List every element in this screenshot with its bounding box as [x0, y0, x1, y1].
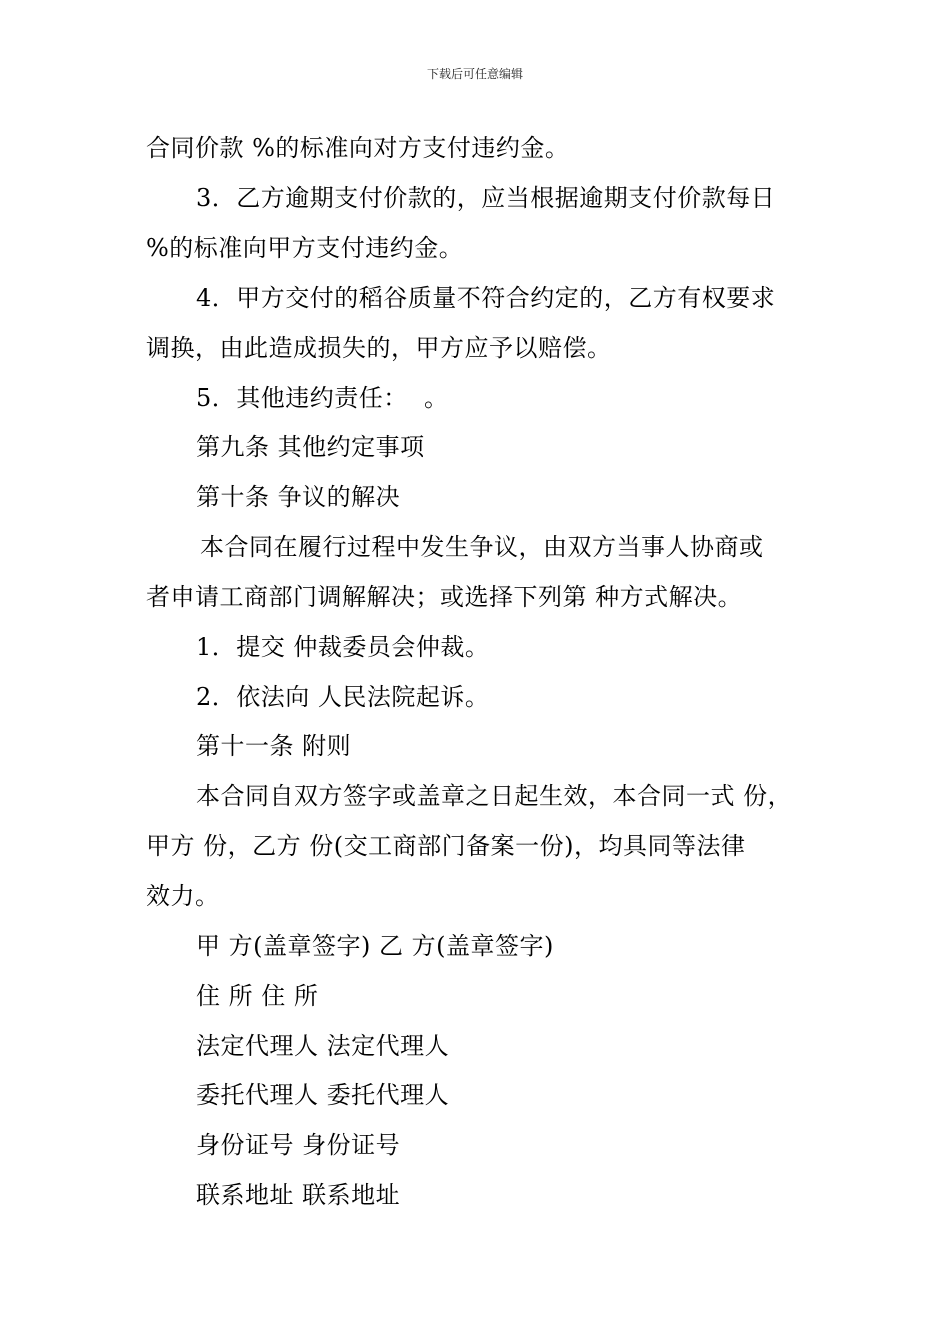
- text-line: 3．乙方逾期支付价款的，应当根据逾期支付价款每日: [196, 184, 776, 212]
- text-line: 效力。: [146, 882, 220, 910]
- text-line: 调换，由此造成损失的，甲方应予以赔偿。: [146, 334, 612, 362]
- text-line: 甲方 份，乙方 份(交工商部门备案一份)，均具同等法律: [146, 832, 746, 860]
- signature-line: 委托代理人 委托代理人: [196, 1081, 450, 1109]
- section-heading: 第十一条 附则: [196, 732, 352, 760]
- section-heading: 第十条 争议的解决: [196, 483, 401, 511]
- text-line: 2．依法向 人民法院起诉。: [196, 683, 490, 711]
- text-line: 5．其他违约责任： 。: [196, 384, 449, 412]
- signature-line: 住 所 住 所: [196, 982, 319, 1010]
- text-line: 者申请工商部门调解解决；或选择下列第 种方式解决。: [146, 583, 743, 611]
- text-line: 本合同自双方签字或盖章之日起生效，本合同一式 份，: [196, 782, 793, 810]
- text-line: 本合同在履行过程中发生争议，由双方当事人协商或: [200, 533, 764, 561]
- page-header: 下载后可任意编辑: [426, 67, 523, 81]
- text-line: %的标准向甲方支付违约金。: [146, 234, 464, 262]
- section-heading: 第九条 其他约定事项: [196, 433, 425, 461]
- signature-line: 甲 方(盖章签字) 乙 方(盖章签字): [196, 932, 554, 960]
- text-line: 1．提交 仲裁委员会仲裁。: [196, 633, 490, 661]
- signature-line: 法定代理人 法定代理人: [196, 1032, 450, 1060]
- signature-line: 联系地址 联系地址: [196, 1181, 401, 1209]
- text-line: 合同价款 %的标准向对方支付违约金。: [146, 134, 570, 162]
- signature-line: 身份证号 身份证号: [196, 1131, 401, 1159]
- text-line: 4．甲方交付的稻谷质量不符合约定的，乙方有权要求: [196, 284, 776, 312]
